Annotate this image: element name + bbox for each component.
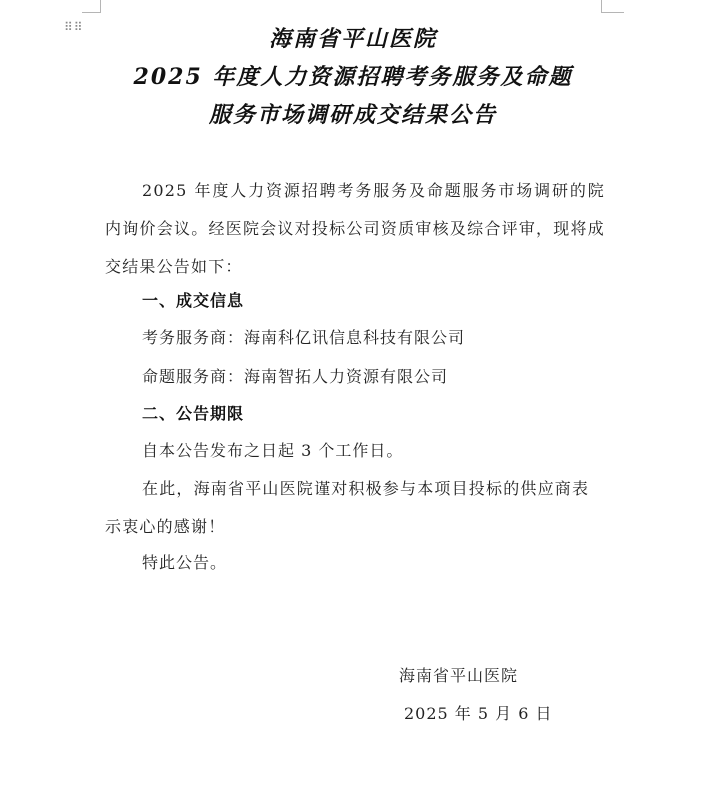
signature-date: 2025 年 5 月 6 日 (404, 704, 553, 723)
signature-organization: 海南省平山医院 (399, 666, 519, 685)
crop-mark-top-left (82, 0, 101, 13)
closing-statement: 特此公告。 (142, 553, 228, 572)
document-title-line-2: 2025 年度人力资源招聘考务服务及命题 (133, 64, 573, 90)
section-heading-transaction-info: 一、成交信息 (142, 291, 245, 310)
announcement-period-text: 自本公告发布之日起 3 个工作日。 (142, 441, 404, 460)
document-title-line-1: 海南省平山医院 (268, 26, 437, 52)
exam-service-provider: 考务服务商：海南科亿讯信息科技有限公司 (142, 328, 466, 347)
thanks-paragraph: 在此，海南省平山医院谨对积极参与本项目投标的供应商表示衷心的感谢！ (105, 479, 590, 536)
drag-handle-icon[interactable]: ⠿⠿ (64, 20, 84, 34)
document-title-line-3: 服务市场调研成交结果公告 (208, 102, 497, 128)
section-heading-announcement-period: 二、公告期限 (142, 404, 245, 423)
crop-mark-top-right (601, 0, 624, 13)
question-service-provider: 命题服务商：海南智拓人力资源有限公司 (142, 367, 449, 386)
intro-paragraph: 2025 年度人力资源招聘考务服务及命题服务市场调研的院内询价会议。经医院会议对投标公司资质审核及综合评审，现将成交结果公告如下： (105, 181, 605, 276)
